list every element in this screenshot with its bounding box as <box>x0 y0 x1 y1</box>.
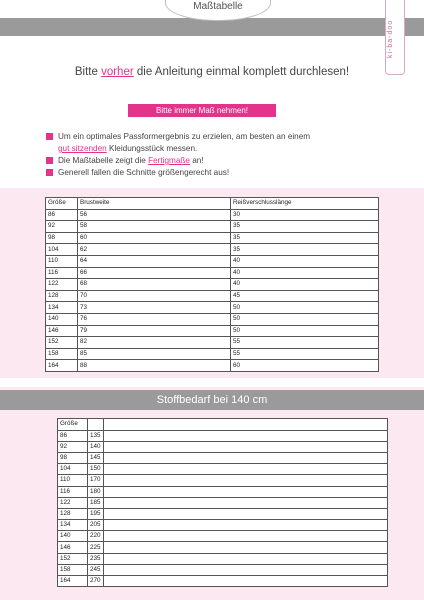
bullet-square-icon <box>46 169 53 176</box>
table-cell: 35 <box>231 232 379 244</box>
table-row <box>46 244 379 256</box>
table-cell: 55 <box>231 337 379 349</box>
table-cell: 158 <box>58 564 88 575</box>
table-cell: 185 <box>88 497 104 508</box>
table-row <box>46 279 379 291</box>
table-row <box>58 553 388 564</box>
table-cell: 110 <box>46 255 78 267</box>
table-row <box>46 209 379 221</box>
table-row <box>46 348 379 360</box>
table-cell: 30 <box>231 209 379 221</box>
table-row <box>58 508 388 519</box>
brand-tab <box>385 0 405 75</box>
table-row <box>46 290 379 302</box>
note-1-highlight: gut sitzenden <box>58 144 107 153</box>
intro-after: die Anleitung einmal komplett durchlesen! <box>133 66 350 78</box>
table-header-row <box>46 198 379 210</box>
table-cell <box>103 520 387 531</box>
measure-badge: Bitte immer Maß nehmen! <box>128 104 276 117</box>
table-row <box>58 430 388 441</box>
table-cell: 116 <box>58 486 88 497</box>
table-cell: 40 <box>231 255 379 267</box>
table-row <box>58 497 388 508</box>
table-row <box>46 313 379 325</box>
table-cell: 134 <box>58 520 88 531</box>
table-cell: 140 <box>46 313 78 325</box>
fabric-table <box>57 418 388 587</box>
header-empty <box>103 419 387 431</box>
table-cell <box>103 497 387 508</box>
bullet-square-icon <box>46 133 53 140</box>
table-row <box>58 475 388 486</box>
table-row <box>58 520 388 531</box>
note-item-1 <box>46 131 376 155</box>
note-item-2 <box>46 155 376 167</box>
table-cell: 134 <box>46 302 78 314</box>
table-cell: 152 <box>58 553 88 564</box>
table-row <box>46 232 379 244</box>
table-cell: 58 <box>78 221 231 233</box>
table-row <box>58 542 388 553</box>
table-row <box>46 221 379 233</box>
size-table <box>45 197 379 372</box>
table-cell: 150 <box>88 464 104 475</box>
table-row <box>46 337 379 349</box>
table-cell: 92 <box>46 221 78 233</box>
table-cell <box>103 508 387 519</box>
intro-text <box>0 66 424 78</box>
note-1-text: Um ein optimales Passformergebnis zu erzielen, am besten an einem <box>58 132 311 141</box>
table-row <box>58 531 388 542</box>
table-cell: 82 <box>78 337 231 349</box>
brand-logo: ki-ba-doo <box>387 19 394 58</box>
table-cell: 128 <box>46 290 78 302</box>
table-cell <box>103 542 387 553</box>
table-cell: 64 <box>78 255 231 267</box>
table-cell: 92 <box>58 441 88 452</box>
header-empty <box>88 419 104 431</box>
table-cell: 85 <box>78 348 231 360</box>
header-size: Größe <box>58 419 88 431</box>
note-2-highlight: Fertigmaße <box>148 156 190 165</box>
header-chest: Brustweite <box>78 198 231 210</box>
table-row <box>58 441 388 452</box>
table-cell <box>103 553 387 564</box>
table-cell: 128 <box>58 508 88 519</box>
table-cell: 164 <box>46 360 78 372</box>
table-cell: 88 <box>78 360 231 372</box>
note-2-text: Die Maßtabelle zeigt die <box>58 156 149 165</box>
fabric-section-title: Stoffbedarf bei 140 cm <box>0 390 424 410</box>
table-cell: 56 <box>78 209 231 221</box>
table-cell: 158 <box>46 348 78 360</box>
table-cell: 50 <box>231 325 379 337</box>
table-cell: 225 <box>88 542 104 553</box>
table-cell: 73 <box>78 302 231 314</box>
table-cell: 146 <box>46 325 78 337</box>
table-cell: 98 <box>58 452 88 463</box>
table-cell: 146 <box>58 542 88 553</box>
table-cell: 235 <box>88 553 104 564</box>
table-row <box>58 464 388 475</box>
table-cell: 195 <box>88 508 104 519</box>
table-cell <box>103 486 387 497</box>
table-cell: 116 <box>46 267 78 279</box>
bullet-square-icon <box>46 157 53 164</box>
header-zipper: Reißverschlusslänge <box>231 198 379 210</box>
note-item-3 <box>46 167 376 179</box>
table-cell: 60 <box>231 360 379 372</box>
table-cell: 68 <box>78 279 231 291</box>
table-cell: 245 <box>88 564 104 575</box>
table-row <box>58 576 388 587</box>
table-cell: 110 <box>58 475 88 486</box>
table-cell: 152 <box>46 337 78 349</box>
note-3-text: Generell fallen die Schnitte größengerecht aus! <box>58 168 230 177</box>
table-cell: 205 <box>88 520 104 531</box>
table-cell: 50 <box>231 302 379 314</box>
table-cell: 270 <box>88 576 104 587</box>
table-cell: 104 <box>58 464 88 475</box>
table-cell: 140 <box>88 441 104 452</box>
table-cell: 180 <box>88 486 104 497</box>
table-row <box>58 486 388 497</box>
note-1-end: Kleidungsstück messen. <box>106 144 198 153</box>
table-cell: 55 <box>231 348 379 360</box>
table-cell <box>103 475 387 486</box>
table-cell <box>103 441 387 452</box>
table-cell: 135 <box>88 430 104 441</box>
table-row <box>46 255 379 267</box>
table-cell: 45 <box>231 290 379 302</box>
table-cell: 79 <box>78 325 231 337</box>
table-cell: 62 <box>78 244 231 256</box>
note-2-end: an! <box>189 156 204 165</box>
table-cell <box>103 452 387 463</box>
table-cell: 104 <box>46 244 78 256</box>
table-cell: 122 <box>46 279 78 291</box>
table-cell: 164 <box>58 576 88 587</box>
table-cell: 98 <box>46 232 78 244</box>
page-title: Maßtabelle <box>165 0 271 21</box>
table-row <box>46 267 379 279</box>
table-cell: 76 <box>78 313 231 325</box>
table-row <box>46 325 379 337</box>
table-row <box>58 564 388 575</box>
table-cell: 60 <box>78 232 231 244</box>
intro-highlight: vorher <box>101 66 134 78</box>
table-cell: 35 <box>231 244 379 256</box>
table-cell: 40 <box>231 279 379 291</box>
table-cell <box>103 564 387 575</box>
table-cell: 140 <box>58 531 88 542</box>
table-cell: 86 <box>46 209 78 221</box>
table-cell: 70 <box>78 290 231 302</box>
table-cell: 66 <box>78 267 231 279</box>
intro-before: Bitte <box>74 66 102 78</box>
header-size: Größe <box>46 198 78 210</box>
table-header-row <box>58 419 388 431</box>
table-cell <box>103 430 387 441</box>
table-cell: 40 <box>231 267 379 279</box>
table-cell: 170 <box>88 475 104 486</box>
table-row <box>46 360 379 372</box>
table-cell <box>103 576 387 587</box>
table-cell: 50 <box>231 313 379 325</box>
table-cell <box>103 464 387 475</box>
notes-list <box>46 131 376 179</box>
table-cell: 220 <box>88 531 104 542</box>
table-cell: 145 <box>88 452 104 463</box>
table-row <box>58 452 388 463</box>
table-cell <box>103 531 387 542</box>
table-cell: 35 <box>231 221 379 233</box>
table-cell: 122 <box>58 497 88 508</box>
table-row <box>46 302 379 314</box>
table-cell: 86 <box>58 430 88 441</box>
